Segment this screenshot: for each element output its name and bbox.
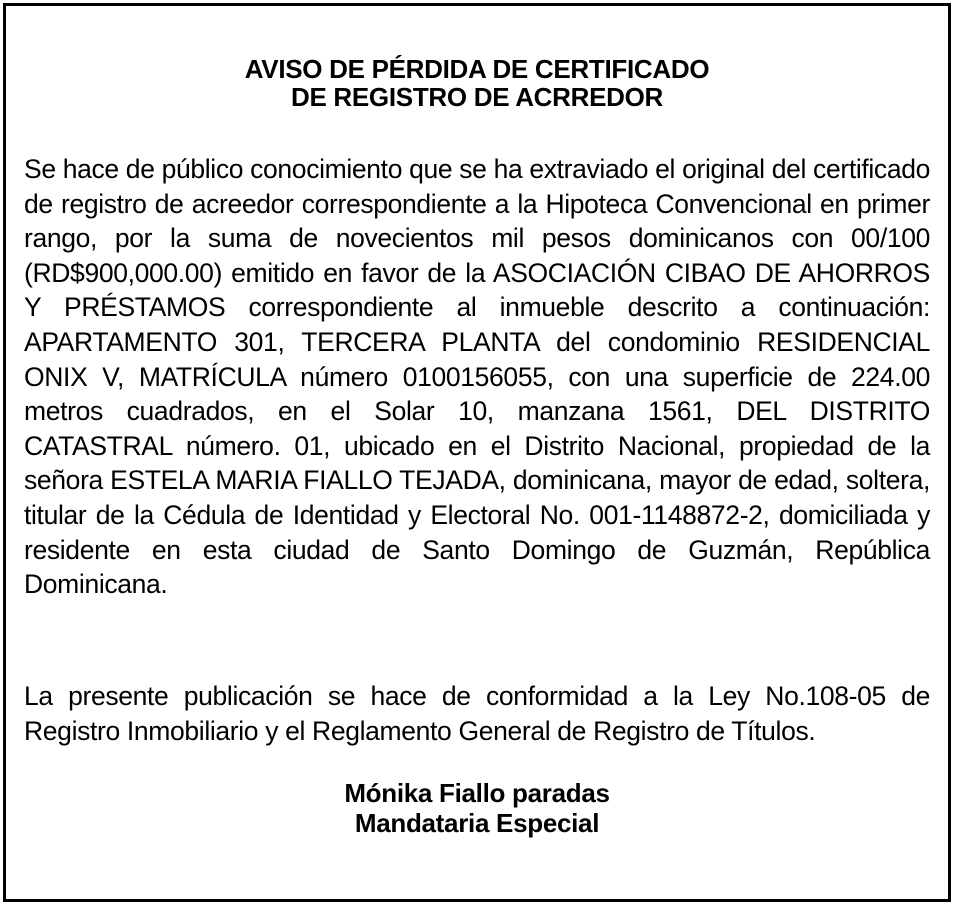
title-line-2: DE REGISTRO DE ACRREDOR xyxy=(290,82,664,112)
title-line-1: AVISO DE PÉRDIDA DE CERTIFICADO xyxy=(244,54,710,84)
notice-frame xyxy=(3,3,951,902)
signature-block xyxy=(6,778,948,838)
signature-role: Mandataria Especial xyxy=(354,808,600,838)
notice-title xyxy=(6,55,948,111)
notice-body-paragraph-2: La presente publicación se hace de conformidad a la Ley No.108-05 de Registro Inmobiliario y el Reglamento General de Registro de Títulos. xyxy=(24,681,930,746)
signature-name: Mónika Fiallo paradas xyxy=(344,778,610,808)
notice-body-paragraph-1: Se hace de público conocimiento que se ha extraviado el original del certificado de registro de acreedor correspondiente a la Hipoteca Convencional en primer rango, por la suma de novecientos mil pesos dominicanos con 00/100 (RD$900,000.00) emitido en favor de la ASOCIACIÓN CIBAO DE AHORROS Y PRÉSTAMOS correspondiente al inmueble descrito a continuación: APARTAMENTO 301, TERCERA PLANTA del condominio RESIDENCIAL ONIX V, MATRÍCULA número 0100156055, con una superficie de 224.00 metros cuadrados, en el Solar 10, manzana 1561, DEL DISTRITO CATASTRAL número. 01, ubicado en el Distrito Nacional, propiedad de la señora ESTELA MARIA FIALLO TEJADA, dominicana, mayor de edad, soltera, titular de la Cédula de Identidad y Electoral No. 001-1148872-2, domiciliada y residente en esta ciudad de Santo Domingo de Guzmán, República Dominicana. xyxy=(24,154,930,600)
